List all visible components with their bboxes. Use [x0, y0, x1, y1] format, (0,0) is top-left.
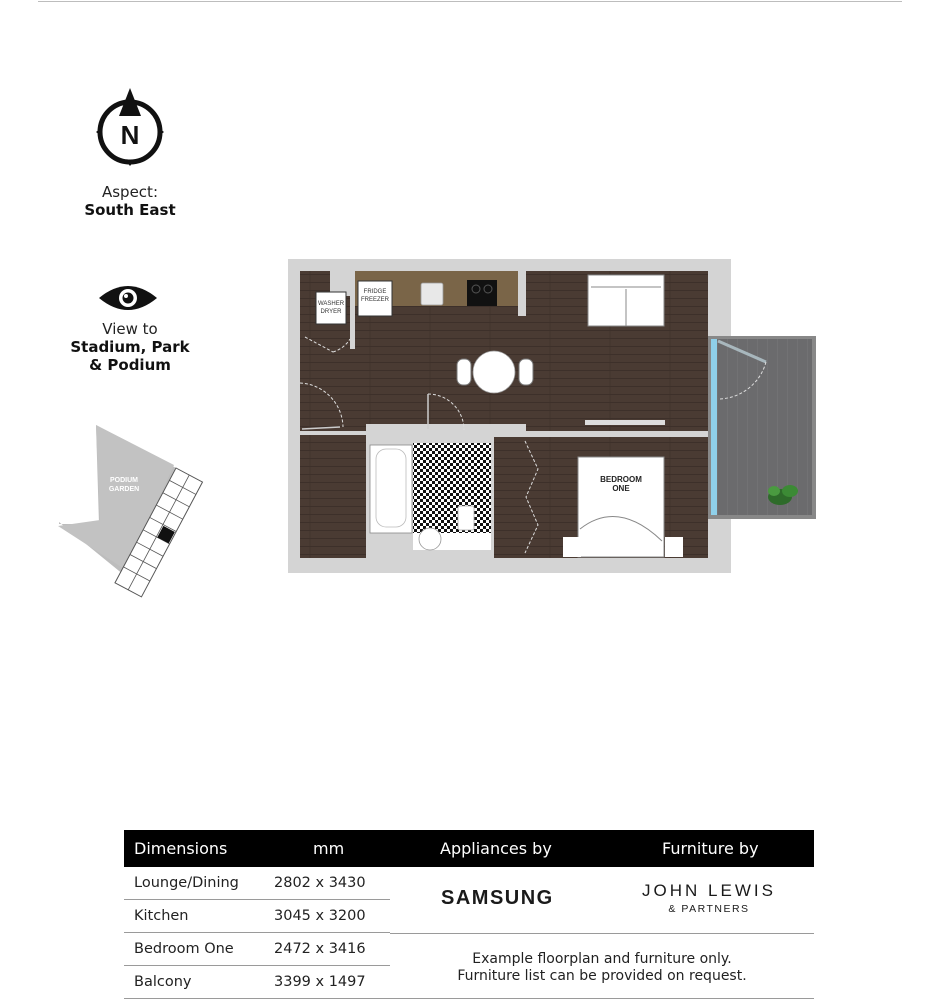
svg-text:FRIDGE: FRIDGE [363, 289, 387, 295]
samsung-logo: SAMSUNG [441, 887, 554, 909]
compass-north-icon [91, 86, 169, 170]
table-row: Balcony 3399 x 1497 [124, 966, 390, 999]
svg-text:DRYER: DRYER [320, 309, 342, 315]
sink-icon [421, 283, 443, 305]
table-row: Kitchen 3045 x 3200 [124, 900, 390, 933]
svg-text:ONE: ONE [612, 484, 630, 493]
svg-text:GARDEN: GARDEN [108, 486, 140, 493]
aspect-block [60, 183, 200, 219]
divider [390, 933, 814, 934]
john-lewis-logo: JOHN LEWIS & PARTNERS [642, 881, 776, 915]
glazed-door [711, 339, 717, 515]
view-value-line1: Stadium, Park [70, 338, 190, 356]
view-value-line2: & Podium [89, 356, 171, 374]
view-block [60, 320, 200, 374]
top-divider [38, 1, 902, 2]
aspect-value: South East [84, 201, 176, 219]
disclaimer-note: Example floorplan and furniture only. Furniture list can be provided on request. [457, 951, 747, 984]
site-plan [54, 420, 214, 600]
basin-icon [419, 528, 441, 550]
header-dimensions: Dimensions [134, 839, 228, 858]
eye-icon [97, 282, 159, 314]
toilet-icon [458, 506, 474, 530]
dining-table-icon [473, 351, 515, 393]
view-label: View to [102, 320, 158, 338]
table-row: Lounge/Dining 2802 x 3430 [124, 867, 390, 900]
dimensions-table [124, 830, 814, 1000]
svg-text:WASHER: WASHER [317, 301, 345, 307]
hob-icon [467, 280, 497, 306]
bed-icon [578, 457, 664, 557]
svg-text:N: N [120, 120, 140, 150]
svg-text:BEDROOM: BEDROOM [600, 475, 642, 484]
svg-text:PODIUM: PODIUM [110, 477, 138, 484]
aspect-label: Aspect: [101, 183, 158, 201]
header-furniture: Furniture by [662, 839, 759, 858]
table-row: Bedroom One 2472 x 3416 [124, 933, 390, 966]
header-appliances: Appliances by [440, 839, 552, 858]
header-mm: mm [313, 839, 345, 858]
floorplan [288, 259, 816, 573]
table-header [124, 830, 814, 867]
svg-text:FREEZER: FREEZER [360, 297, 390, 303]
